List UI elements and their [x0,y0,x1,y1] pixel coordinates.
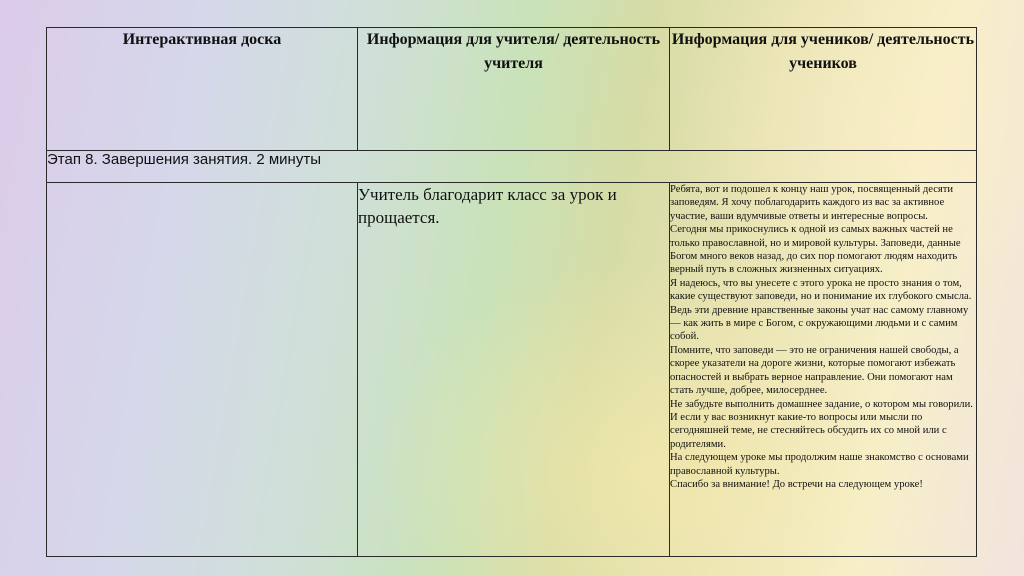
student-paragraph: Спасибо за внимание! До встречи на следующем уроке! [670,478,923,490]
student-activity-cell [670,183,977,557]
header-whiteboard: Интерактивная доска [47,28,358,151]
student-paragraph: Я надеюсь, что вы унесете с этого урока не просто знания о том, какие существуют заповеди, но и понимание их глубокого смысла. Ведь эти древние нравственные законы учат нас самому главному — как жить в мире с Богом, с окружающими людьми и с самим собой. [670,277,972,343]
header-row [47,28,977,151]
header-student-info: Информация для учеников/ деятельность учеников [670,28,977,151]
student-paragraph: Помните, что заповеди — это не ограничения нашей свободы, а скорее указатели на дороге жизни, которые помогают избежать опасностей и выбрать верное направление. Они помогают нам стать лучше, добрее, милосерднее. [670,344,959,397]
header-teacher-info: Информация для учителя/ деятельность учителя [358,28,670,151]
stage-label: Этап 8. Завершения занятия. 2 минуты [47,151,977,183]
student-paragraph: Ребята, вот и подошел к концу наш урок, посвященный десяти заповедям. Я хочу поблагодарить каждого из вас за активное участие, ваши вдумчивые ответы и интересные вопросы. [670,184,954,222]
lesson-plan-table [46,27,977,557]
teacher-activity-cell: Учитель благодарит класс за урок и прощается. [358,183,670,557]
content-row [47,183,977,557]
stage-row [47,151,977,183]
student-paragraph: Не забудьте выполнить домашнее задание, о котором мы говорили. И если у вас возникнут какие-то вопросы или мысли по сегодняшней теме, не стесняйтесь обсудить их со мной или с родителями. [670,398,973,450]
student-paragraph: На следующем уроке мы продолжим наше знакомство с основами православной культуры. [670,452,969,477]
whiteboard-cell [47,183,358,557]
student-paragraph: Сегодня мы прикоснулись к одной из самых важных частей не только православной, но и мировой культуры. Заповеди, данные Богом много веков назад, до сих пор помогают людям находить верный путь в сложных жизненных ситуациях. [670,224,961,276]
